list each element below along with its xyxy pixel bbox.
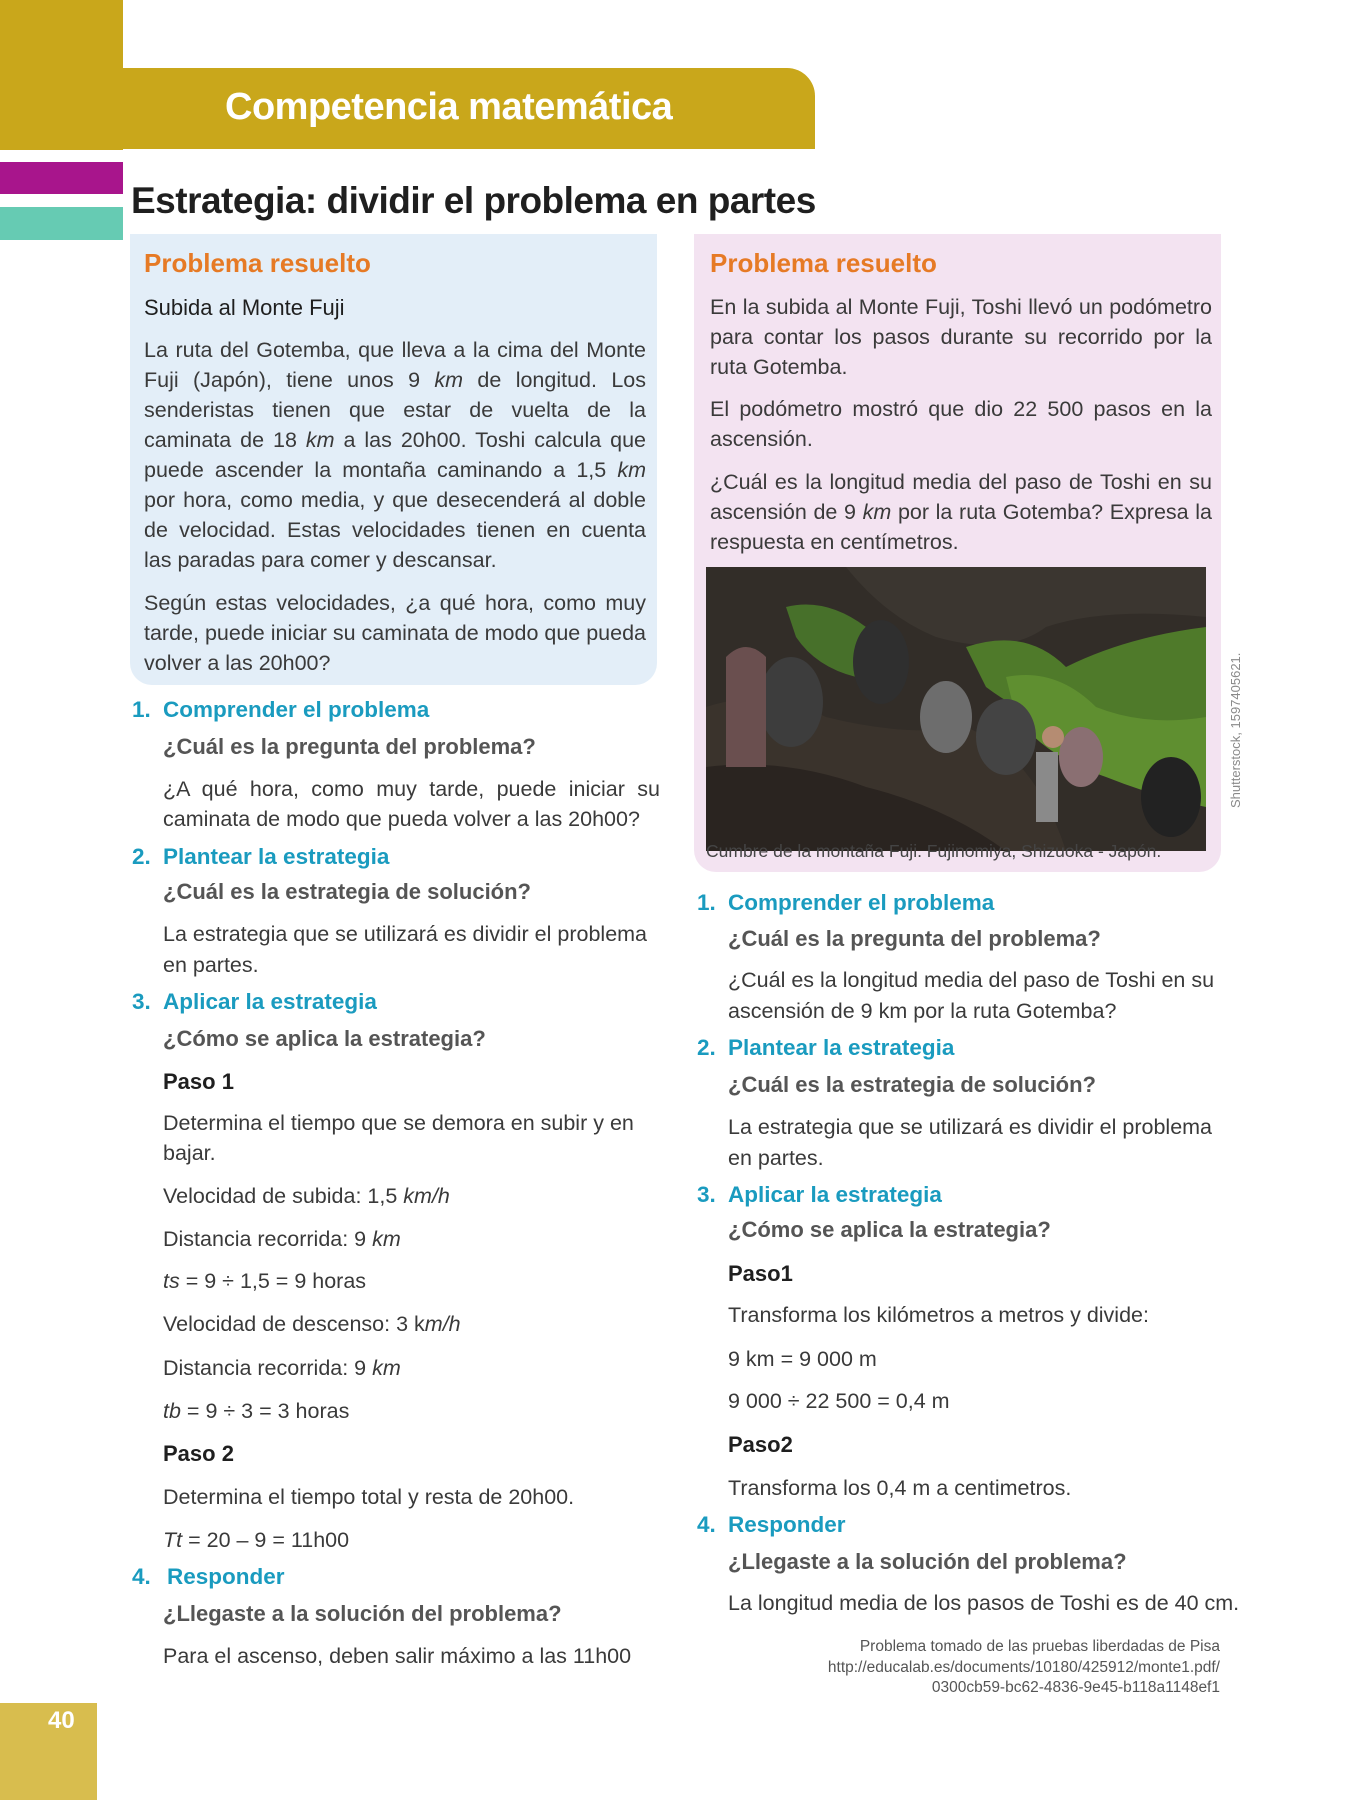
right-step-4-answer: La longitud media de los pasos de Toshi es de 40 cm.	[728, 1591, 1240, 1615]
source-note-line-1: Problema tomado de las pruebas liberdadas de Pisa	[859, 1638, 1220, 1655]
left-problem-subtitle: Subida al Monte Fuji	[144, 295, 345, 320]
right-step-3-question: ¿Cómo se aplica la estrategia?	[728, 1217, 1051, 1242]
teal-stripe	[0, 207, 123, 240]
left-paso-2-label: Paso 2	[163, 1441, 234, 1466]
left-ts-equation: ts = 9 ÷ 1,5 = 9 horas	[163, 1269, 367, 1293]
left-step-3-heading: 3. Aplicar la estrategia	[132, 989, 377, 1014]
right-calc-1: 9 km = 9 000 m	[728, 1347, 877, 1371]
right-calc-2: 9 000 ÷ 22 500 = 0,4 m	[728, 1389, 950, 1413]
right-problem-label: Problema resuelto	[710, 248, 937, 278]
right-problem-paragraph-1: En la subida al Monte Fuji, Toshi llevó un podómetro para contar los pasos durante su recorrido por la ruta Gotemba.	[710, 295, 1212, 379]
right-step-2-answer-line-1: La estrategia que se utilizará es dividir el problema	[728, 1115, 1213, 1139]
left-paso-2-text: Determina el tiempo total y resta de 20h00.	[163, 1485, 575, 1509]
left-problem-label: Problema resuelto	[144, 248, 371, 278]
left-step-1-answer-line-2: caminata de modo que pueda volver a las 20h00?	[163, 807, 640, 831]
hikers-photo	[706, 567, 1206, 851]
source-url-line-1[interactable]: http://educalab.es/documents/10180/425912/monte1.pdf/	[827, 1659, 1220, 1676]
page-title: Estrategia: dividir el problema en partes	[131, 180, 816, 221]
right-problem-paragraph-3: ¿Cuál es la longitud media del paso de Toshi en su ascensión de 9 km por la ruta Gotemba? Expresa la respuesta en centímetros.	[710, 470, 1213, 554]
right-step-1-answer-line-1: ¿Cuál es la longitud media del paso de Toshi en su	[728, 968, 1215, 992]
source-url-line-2[interactable]: 0300cb59-bc62-4836-9e45-b118a1148ef1	[931, 1679, 1220, 1696]
left-step-2-answer-line-2: en partes.	[163, 953, 259, 977]
right-step-2-heading: 2. Plantear la estrategia	[697, 1035, 955, 1060]
left-tt-equation: Tt = 20 – 9 = 11h00	[163, 1528, 350, 1552]
left-distance-1: Distancia recorrida: 9 km	[163, 1227, 401, 1251]
left-step-4-heading: 4. Responder	[132, 1564, 285, 1589]
section-label: Competencia matemática	[225, 86, 673, 128]
left-step-2-answer-line-1: La estrategia que se utilizará es dividir el problema	[163, 922, 648, 946]
left-step-4-answer: Para el ascenso, deben salir máximo a las 11h00	[163, 1644, 632, 1668]
page-number: 40	[48, 1707, 75, 1734]
photo-credit: Shutterstock, 1597405621.	[1228, 652, 1243, 808]
left-tb-equation: tb = 9 ÷ 3 = 3 horas	[163, 1399, 350, 1423]
left-step-1-heading: 1. Comprender el problema	[132, 697, 430, 722]
right-paso-2-label: Paso2	[728, 1432, 793, 1457]
right-step-2-answer-line-2: en partes.	[728, 1146, 824, 1170]
left-step-4-question: ¿Llegaste a la solución del problema?	[163, 1601, 562, 1626]
left-velocity-down: Velocidad de descenso: 3 km/h	[163, 1312, 461, 1336]
left-step-2-question: ¿Cuál es la estrategia de solución?	[163, 879, 531, 904]
left-step-2-heading: 2. Plantear la estrategia	[132, 844, 390, 869]
right-step-4-heading: 4. Responder	[697, 1512, 846, 1537]
right-problem-paragraph-2: El podómetro mostró que dio 22 500 pasos en la ascensión.	[710, 397, 1212, 451]
left-paso-1-text-line-1: Determina el tiempo que se demora en subir y en	[163, 1111, 634, 1135]
right-paso-1-label: Paso1	[728, 1261, 793, 1286]
right-paso-2-text: Transforma los 0,4 m a centimetros.	[728, 1476, 1072, 1500]
photo-illustration	[706, 567, 1206, 851]
photo-caption: Cumbre de la montaña Fuji. Fujinomiya, Shizuoka - Japón.	[706, 841, 1162, 861]
right-step-2-question: ¿Cuál es la estrategia de solución?	[728, 1072, 1096, 1097]
left-velocity-up: Velocidad de subida: 1,5 km/h	[163, 1184, 450, 1208]
right-step-3-heading: 3. Aplicar la estrategia	[697, 1182, 942, 1207]
right-step-4-question: ¿Llegaste a la solución del problema?	[728, 1549, 1127, 1574]
left-step-3-question: ¿Cómo se aplica la estrategia?	[163, 1026, 486, 1051]
right-step-1-answer-line-2: ascensión de 9 km por la ruta Gotemba?	[728, 999, 1117, 1023]
left-step-1-question: ¿Cuál es la pregunta del problema?	[163, 734, 536, 759]
right-step-1-question: ¿Cuál es la pregunta del problema?	[728, 926, 1101, 951]
left-problem-paragraph-1: La ruta del Gotemba, que lleva a la cima del Monte Fuji (Japón), tiene unos 9 km de longitud. Los senderistas tienen que estar de vuelta de la caminata de 18 km a las 20h00. Toshi calcula que puede ascender la montaña caminando a 1,5 km por hora, como media, y que desecenderá al doble de velocidad. Estas velocidades tienen en cuenta las paradas para comer y descansar.	[144, 338, 646, 572]
left-paso-1-text-line-2: bajar.	[163, 1141, 216, 1165]
left-paso-1-label: Paso 1	[163, 1069, 234, 1094]
left-problem-paragraph-2: Según estas velocidades, ¿a qué hora, como muy tarde, puede iniciar su caminata de modo que pueda volver a las 20h00?	[144, 591, 647, 675]
left-step-1-answer-line-1: ¿A qué hora, como muy tarde, puede iniciar su	[163, 777, 660, 801]
right-step-1-heading: 1. Comprender el problema	[697, 890, 995, 915]
magenta-stripe	[0, 162, 123, 194]
right-paso-1-text: Transforma los kilómetros a metros y divide:	[728, 1303, 1149, 1327]
left-distance-2: Distancia recorrida: 9 km	[163, 1356, 401, 1380]
